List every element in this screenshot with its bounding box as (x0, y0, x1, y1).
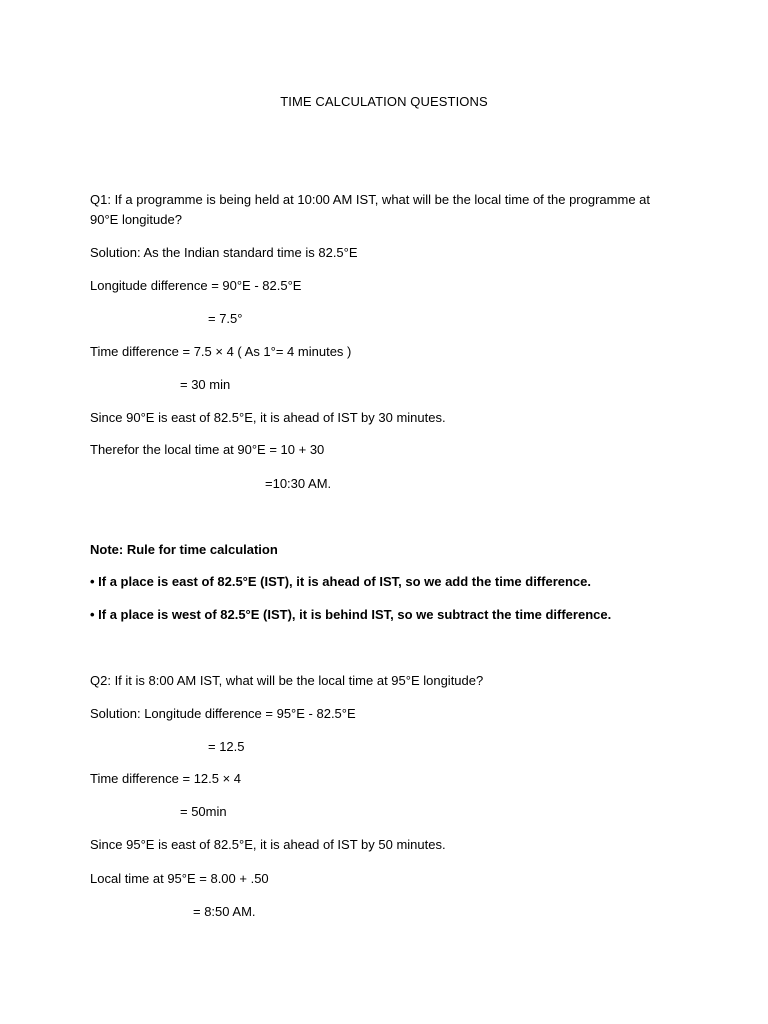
q2-time-difference: Time difference = 12.5 × 4 (90, 771, 242, 786)
document-title: TIME CALCULATION QUESTIONS (280, 94, 488, 109)
note-rule-east: • If a place is east of 82.5°E (IST), it is ahead of IST, so we add the time difference. (90, 574, 592, 589)
q2-time-result: = 50min (180, 804, 227, 819)
q1-answer: =10:30 AM. (265, 476, 332, 491)
q1-time-result: = 30 min (180, 377, 231, 392)
q2-answer: = 8:50 AM. (193, 904, 256, 919)
note-rule-west: • If a place is west of 82.5°E (IST), it is behind IST, so we subtract the time difference. (90, 607, 612, 622)
q1-longitude-difference: Longitude difference = 90°E - 82.5°E (90, 278, 302, 293)
q2-solution: Solution: Longitude difference = 95°E - 82.5°E (90, 706, 356, 721)
q2-reason: Since 95°E is east of 82.5°E, it is ahead of IST by 50 minutes. (90, 837, 446, 852)
q1-question: Q1: If a programme is being held at 10:00 AM IST, what will be the local time of the programme at 90°E longitude? (90, 192, 650, 227)
q1-reason: Since 90°E is east of 82.5°E, it is ahead of IST by 30 minutes. (90, 410, 446, 425)
q2-question: Q2: If it is 8:00 AM IST, what will be the local time at 95°E longitude? (90, 673, 484, 688)
note-heading: Note: Rule for time calculation (90, 542, 278, 557)
q2-longitude-result: = 12.5 (208, 739, 245, 754)
q1-longitude-result: = 7.5° (208, 311, 243, 326)
q1-time-difference: Time difference = 7.5 × 4 ( As 1°= 4 minutes ) (90, 344, 352, 359)
q1-local-time: Therefor the local time at 90°E = 10 + 30 (90, 442, 325, 457)
q1-solution: Solution: As the Indian standard time is 82.5°E (90, 245, 358, 260)
q2-local-time: Local time at 95°E = 8.00 + .50 (90, 871, 269, 886)
